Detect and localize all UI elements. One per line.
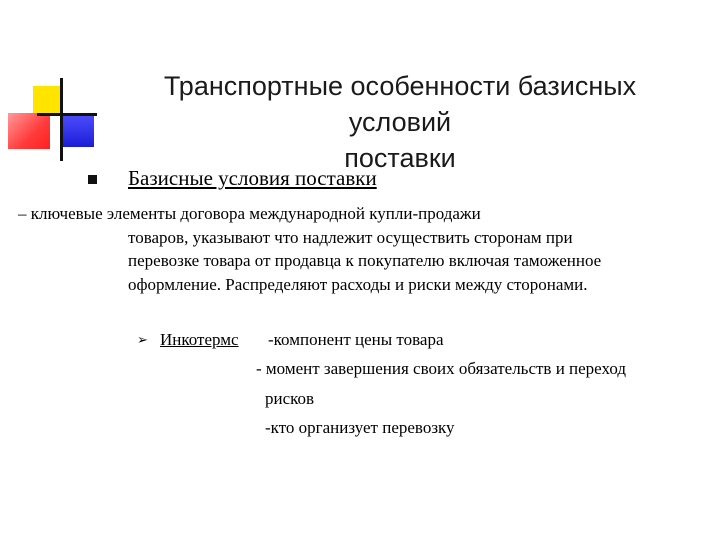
incoterms-line: -компонент цены товара — [268, 330, 444, 349]
horizontal-divider-line — [37, 113, 97, 116]
corner-decoration — [0, 0, 110, 170]
arrow-bullet-icon: ➢ — [137, 333, 148, 348]
incoterms-line: рисков — [265, 389, 315, 408]
yellow-square — [33, 86, 63, 114]
definition-line: товаров, указывают что надлежит осуществить сторонам при — [128, 227, 573, 247]
red-square — [8, 113, 50, 149]
incoterms-term: Инкотермс — [160, 330, 239, 349]
title-line-1: Транспортные особенности базисных условий — [163, 71, 637, 137]
square-bullet-icon — [88, 175, 97, 184]
definition-line: оформление. Распределяют расходы и риски между сторонами. — [128, 274, 588, 294]
definition-paragraph — [18, 202, 698, 296]
definition-line: перевозке товара от продавца к покупателю включая таможенное — [128, 251, 602, 270]
definition-line: – ключевые элементы договора международной купли-продажи — [18, 204, 481, 223]
incoterms-line: -кто организует перевозку — [265, 418, 455, 437]
blue-square — [60, 113, 94, 147]
slide-title — [110, 68, 690, 176]
vertical-divider-line — [60, 78, 63, 161]
title-line-2: поставки — [344, 143, 456, 173]
section-heading: Базисные условия поставки — [128, 166, 377, 190]
incoterms-line: - момент завершения своих обязательств и переход — [256, 359, 627, 378]
